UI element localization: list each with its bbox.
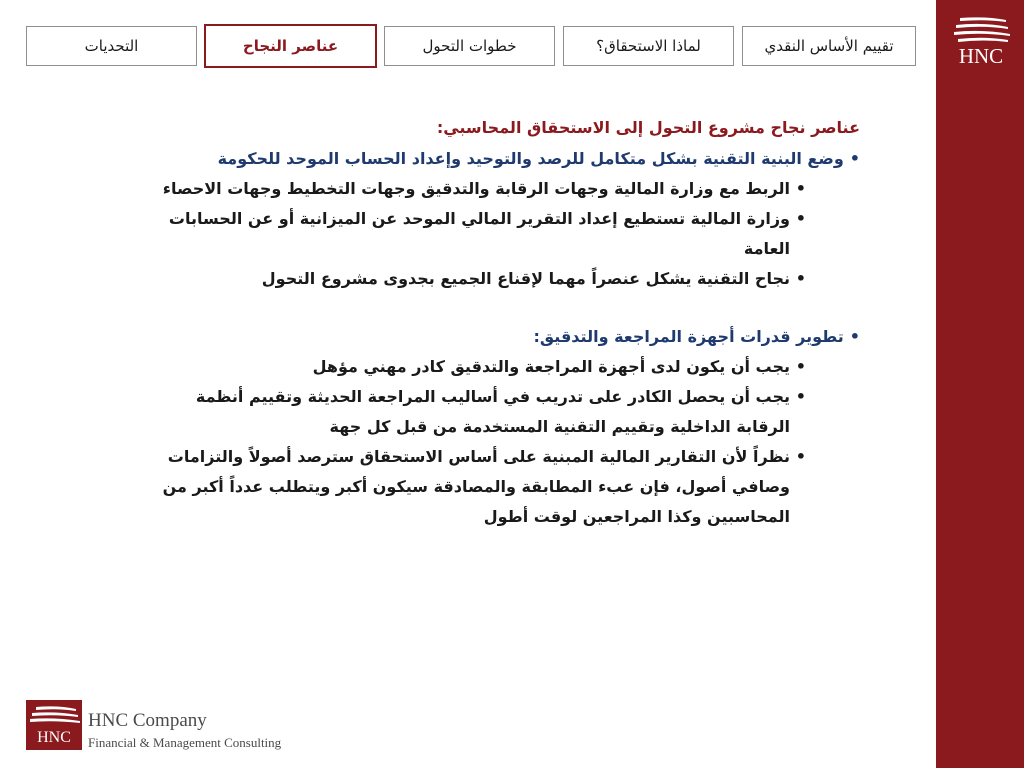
main-content <box>140 116 860 532</box>
bullet-icon: • <box>795 209 806 228</box>
tab-why-accrual[interactable]: لماذا الاستحقاق؟ <box>563 26 734 66</box>
section2-list <box>140 352 860 532</box>
logo-stripes-icon <box>950 14 1012 44</box>
bullet-icon: • <box>795 357 806 376</box>
bullet-icon: • <box>795 269 806 288</box>
list-item: • يجب أن يكون لدى أجهزة المراجعة والتدقيق كادر مهني مؤهل <box>140 352 790 382</box>
section1-list <box>140 174 860 294</box>
bullet-icon: • <box>795 387 806 406</box>
section1-title: •وضع البنية التقنية بشكل متكامل للرصد والتوحيد وإعداد الحساب الموحد للحكومة <box>217 149 860 168</box>
list-item: • نظراً لأن التقارير المالية المبنية على أساس الاستحقاق سترصد أصولاً والتزامات وصافي أصول، فإن عبء المطابقة والمصادقة سيكون أكبر ويتطلب عدداً أكبر من المحاسبين وكذا المراجعين لوقت أطول <box>140 442 790 532</box>
tab-cash-basis[interactable]: تقييم الأساس النقدي <box>742 26 916 66</box>
bullet-icon: • <box>849 327 860 346</box>
footer-logo-text: HNC <box>37 729 71 746</box>
tab-bar <box>26 26 916 68</box>
tab-challenges[interactable]: التحديات <box>26 26 197 66</box>
company-tagline: Financial & Management Consulting <box>88 735 282 750</box>
bullet-icon: • <box>795 179 806 198</box>
list-item: • الربط مع وزارة المالية وجهات الرقابة والتدقيق وجهات التخطيط وجهات الاحصاء <box>140 174 790 204</box>
hnc-logo <box>950 14 1012 74</box>
list-item: • وزارة المالية تستطيع إعداد التقرير المالي الموحد عن الميزانية أو عن الحسابات العامة <box>140 204 790 264</box>
logo-text: HNC <box>958 44 1004 68</box>
tab-transition-steps[interactable]: خطوات التحول <box>384 26 555 66</box>
section-heading: عناصر نجاح مشروع التحول إلى الاستحقاق المحاسبي: <box>436 118 860 137</box>
footer-logo-stripes-icon <box>26 704 82 730</box>
company-name: HNC Company <box>88 710 207 731</box>
footer-logo <box>26 700 82 750</box>
list-item: • يجب أن يحصل الكادر على تدريب في أساليب المراجعة الحديثة وتقييم أنظمة الرقابة الداخلية وتقييم التقنية المستخدمة من قبل كل جهة <box>140 382 790 442</box>
bullet-icon: • <box>795 447 806 466</box>
brand-sidebar <box>936 0 1024 768</box>
bullet-icon: • <box>849 149 860 168</box>
section2-title: •تطوير قدرات أجهزة المراجعة والتدقيق: <box>533 327 860 346</box>
tab-success-factors[interactable]: عناصر النجاح <box>204 24 377 68</box>
list-item: • نجاح التقنية يشكل عنصراً مهما لإقناع الجميع بجدوى مشروع التحول <box>140 264 790 294</box>
